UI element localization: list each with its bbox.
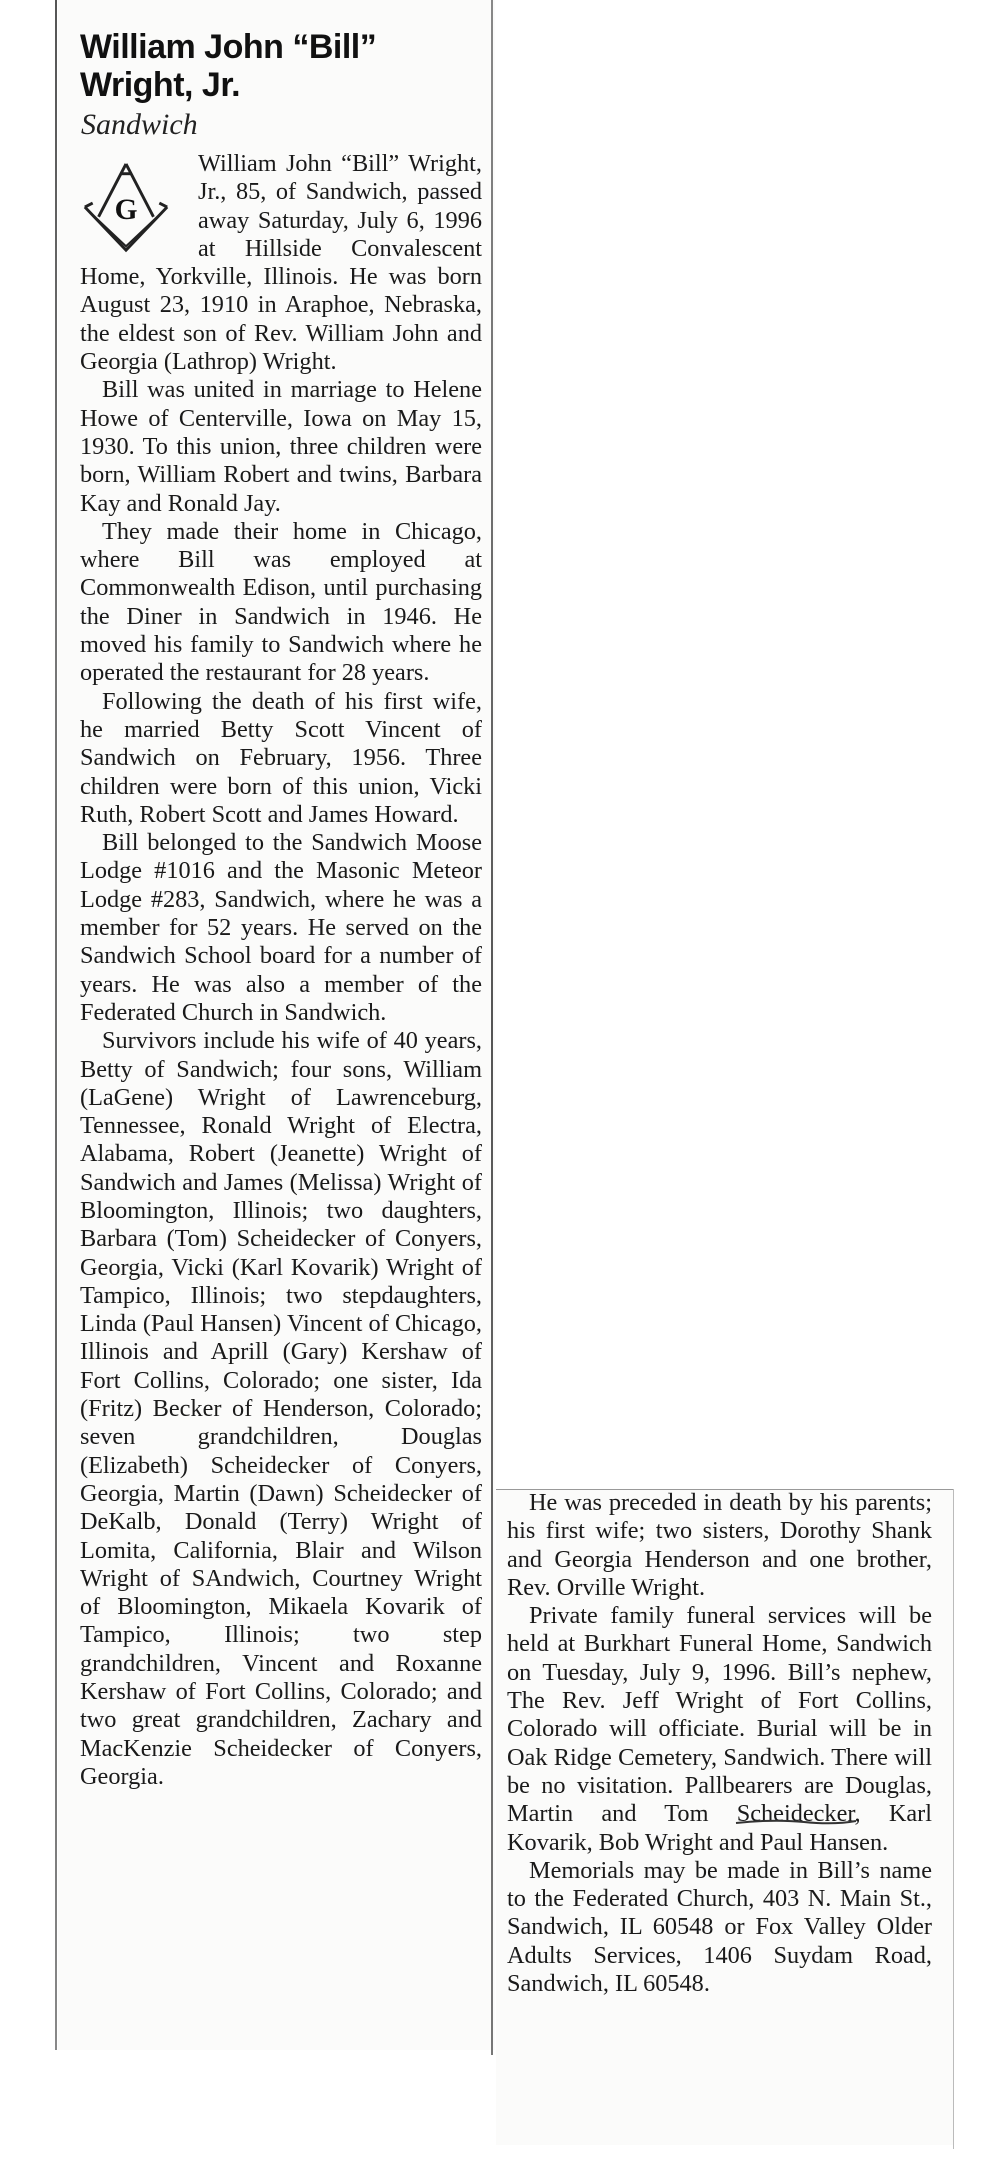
clipping-2-right-edge bbox=[953, 1489, 954, 2149]
paragraph-career: They made their home in Chicago, where Bill was employed at Commonwealth Edison, until purchasing the Diner in Sandwich in 1946. He moved his family to Sandwich where he operated the restaurant for 28 years. bbox=[80, 517, 482, 687]
paragraph-preceded-in-death: He was preceded in death by his parents; his first wife; two sisters, Dorothy Shank and Georgia Henderson and one brother, Rev. Orville Wright. bbox=[507, 1489, 932, 1601]
paragraph-survivors: Survivors include his wife of 40 years, Betty of Sandwich; four sons, William (LaGene) Wright of Lawrenceburg, Tennessee, Ronald Wright of Electra, Alabama, Robert (Jeanette) Wright of Sandwich and James (Melissa) Wright of Bloomington, Illinois; two daughters, Barbara (Tom) Scheidecker of Conyers, Georgia, Vicki (Karl Kovarik) Wright of Tampico, Illinois; two stepdaughters, Linda (Paul Hansen) Vincent of Chicago, Illinois and Aprill (Gary) Kershaw of Fort Collins, Colorado; one sister, Ida (Fritz) Becker of Henderson, Colorado; seven grandchildren, Douglas (Elizabeth) Scheidecker of Conyers, Georgia, Martin (Dawn) Scheidecker of DeKalb, Donald (Terry) Wright of Lomita, California, Blair and Wilson Wright of SAndwich, Courtney Wright of Bloomington, Mikaela Kovarik of Tampico, Illinois; two step grandchildren, Vincent and Roxanne Kershaw of Fort Collins, Colorado; and two great grandchildren, Zachary and MacKenzie Scheidecker of Conyers, Georgia. bbox=[80, 1027, 482, 1790]
dateline-town: Sandwich bbox=[81, 108, 198, 141]
clipping-right-edge bbox=[491, 0, 493, 2055]
clipping-left-edge bbox=[55, 0, 57, 2050]
paragraph-marriage: Bill was united in marriage to Helene Howe of Centerville, Iowa on May 15, 1930. To this union, three children were born, William Robert and twins, Barbara Kay and Ronald Jay. bbox=[80, 376, 482, 517]
handwritten-underline-mark bbox=[734, 1815, 858, 1829]
paragraph-memorials: Memorials may be made in Bill’s name to the Federated Church, 403 N. Main St., Sandwich, IL 60548 or Fox Valley Older Adults Services, 1406 Suydam Road, Sandwich, IL 60548. bbox=[507, 1856, 932, 1998]
paragraph-intro: William John “Bill” Wright, Jr., 85, of Sandwich, passed away Saturday, July 6, 1996 at Hillside Convalescent Home, Yorkville, Illinois. He was born August 23, 1910 in Araphoe, Nebraska, the eldest son of Rev. William John and Georgia (Lathrop) Wright. bbox=[80, 150, 482, 376]
obituary-column-2 bbox=[507, 1489, 932, 1998]
headline-line-1: William John “Bill” bbox=[80, 28, 377, 66]
headline-line-2: Wright, Jr. bbox=[80, 66, 241, 104]
obituary-column-1 bbox=[80, 150, 482, 1791]
paragraph-memberships: Bill belonged to the Sandwich Moose Lodge #1016 and the Masonic Meteor Lodge #283, Sandwich, where he was a member for 52 years. He served on the Sandwich School board for a number of years. He was also a member of the Federated Church in Sandwich. bbox=[80, 829, 482, 1026]
obituary-headline bbox=[80, 28, 440, 104]
paragraph-second-marriage: Following the death of his first wife, he married Betty Scott Vincent of Sandwich on February, 1956. Three children were born of this union, Vicki Ruth, Robert Scott and James Howard. bbox=[80, 687, 482, 828]
emblem-letter: G bbox=[114, 193, 138, 226]
paragraph-services: Private family funeral services will be held at Burkhart Funeral Home, Sandwich on Tuesday, July 9, 1996. Bill’s nephew, The Rev. Jeff Wright of Fort Collins, Colorado will officiate. Burial will be in Oak Ridge Cemetery, Sandwich. There will be no visitation. Pallbearers are Douglas, Martin and Tom Scheidecker, Karl Kovarik, Bob Wright and Paul Hansen. bbox=[507, 1602, 932, 1856]
